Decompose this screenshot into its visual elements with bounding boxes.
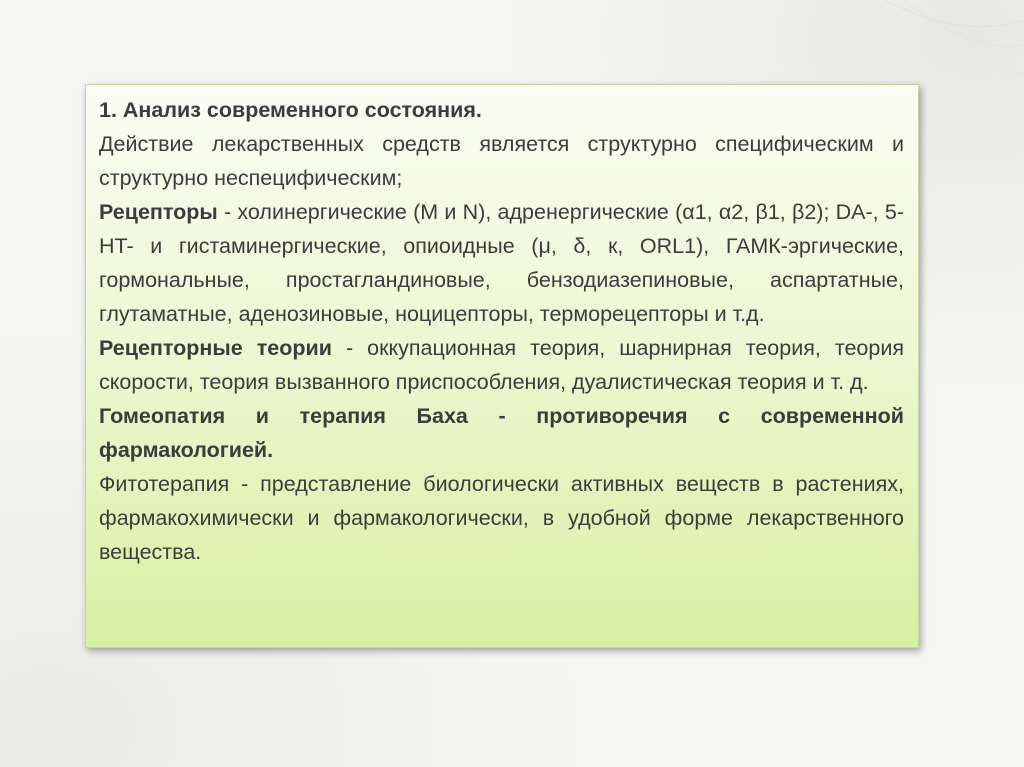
paragraph-receptor-theories bbox=[99, 331, 904, 399]
receptors-term: Рецепторы bbox=[99, 200, 218, 224]
paragraph-homeopathy: Гомеопатия и терапия Баха - противоречия с современной фармакологией. bbox=[99, 404, 904, 462]
paragraph-receptors bbox=[99, 195, 904, 331]
theories-term: Рецепторные теории bbox=[99, 336, 332, 360]
section-heading: 1. Анализ современного состояния. bbox=[99, 98, 482, 122]
content-text-box bbox=[85, 84, 919, 648]
paragraph-drug-action: Действие лекарственных средств является структурно специфическим и структурно неспецифическим; bbox=[99, 132, 904, 190]
paragraph-phytotherapy: Фитотерапия - представление биологически активных веществ в растениях, фармакохимически и фармакологически, в удобной форме лекарственного вещества. bbox=[99, 472, 904, 564]
receptors-text: - холинергические (М и N), адренергические (α1, α2, β1, β2); DA-, 5-HT- и гистаминергические, опиоидные (μ, δ, к, ORL1), ГАМК-эргические, гормональные, простагландиновые, бензодиазепиновые, аспартатные, глутаматные, аденозиновые, ноцицепторы, терморецепторы и т.д. bbox=[99, 200, 904, 326]
theories-text: - оккупационная теория, шарнирная теория, теория скорости, теория вызванного приспособления, дуалистическая теория и т. д. bbox=[99, 336, 904, 394]
